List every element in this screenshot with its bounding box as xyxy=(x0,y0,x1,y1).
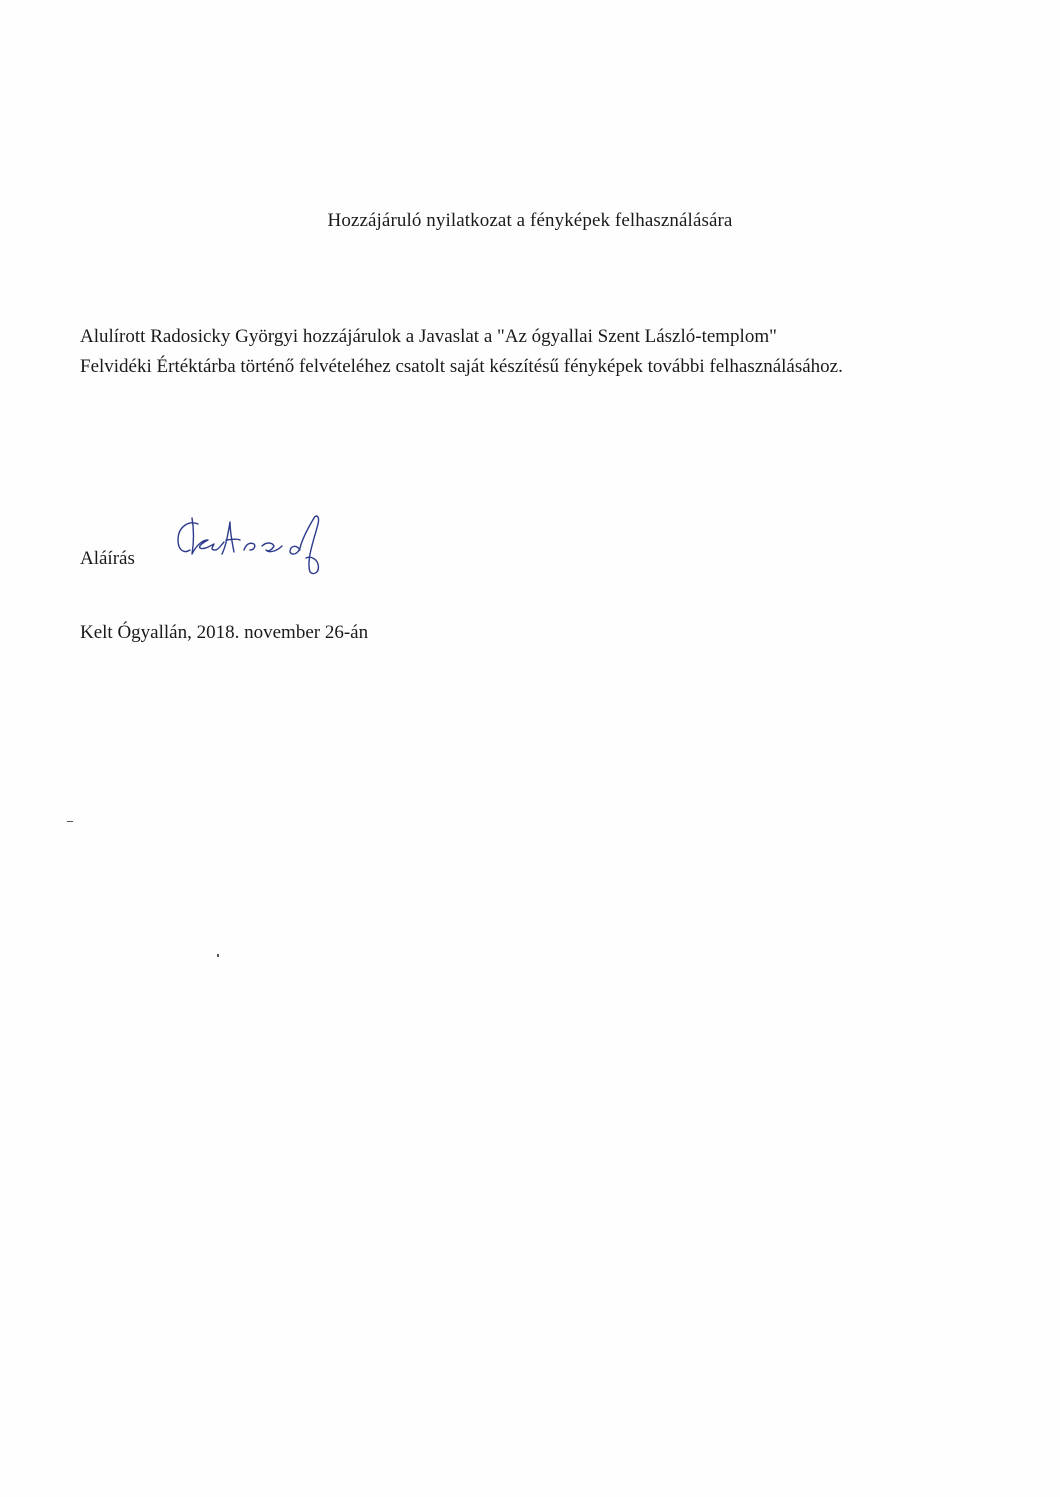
signature-label: Aláírás xyxy=(80,548,135,569)
scan-artifact xyxy=(217,954,219,957)
signature-icon xyxy=(170,510,340,580)
date-line: Kelt Ógyallán, 2018. november 26-án xyxy=(80,622,369,643)
document-body xyxy=(80,322,980,382)
body-line-2: Felvidéki Értéktárba történő felvételéhez csatolt saját készítésű fényképek további felhasználásához. xyxy=(80,356,843,377)
body-line-1: Alulírott Radosicky Györgyi hozzájárulok a Javaslat a "Az ógyallai Szent László-templom" xyxy=(80,326,777,347)
scan-artifact xyxy=(67,821,73,822)
document-title: Hozzájáruló nyilatkozat a fényképek felhasználására xyxy=(327,210,733,231)
